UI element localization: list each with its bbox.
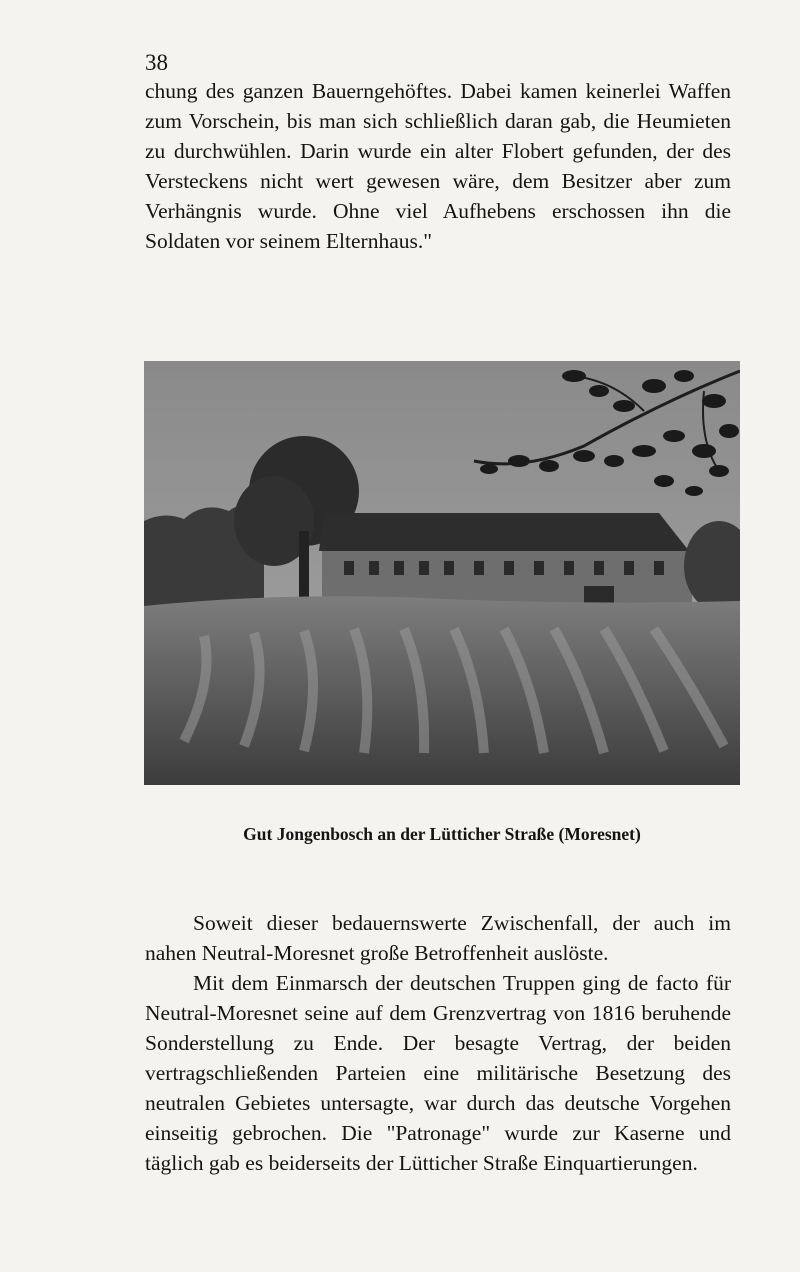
farmhouse-photo [144, 361, 740, 785]
photo-caption: Gut Jongenbosch an der Lütticher Straße (Moresnet) [243, 824, 641, 844]
paragraph-top-text: chung des ganzen Bauerngehöftes. Dabei kamen keinerlei Waffen zum Vorschein, bis man sich schließlich daran gab, die Heumieten zu durchwühlen. Darin wurde ein alter Flobert gefunden, der des Versteckens nicht wert gewesen wäre, dem Besitzer aber zum Verhängnis wurde. Ohne viel Aufhebens erschossen ihn die Soldaten vor seinem Elternhaus." [145, 79, 731, 253]
field [144, 596, 740, 785]
farmhouse-roof [319, 513, 689, 551]
paragraph-bottom [145, 908, 731, 1178]
paragraph-bottom-second: Mit dem Einmarsch der deutschen Truppen ging de facto für Neutral-Moresnet seine auf dem Grenzvertrag von 1816 beruhende Sonderstellung zu Ende. Der besagte Vertrag, der beiden vertragschließenden Parteien eine militärische Besetzung des neutralen Gebietes untersagte, war durch das deutsche Vorgehen einseitig gebrochen. Die "Patronage" wurde zur Kaserne und täglich gab es beiderseits der Lütticher Straße Einquartierungen. [145, 971, 731, 1175]
page-number: 38 [145, 50, 168, 75]
paragraph-bottom-first: Soweit dieser bedauernswerte Zwischenfall, der auch im nahen Neutral-Moresnet große Betroffenheit auslöste. [145, 911, 731, 965]
farmhouse-photo-drawing [144, 361, 740, 785]
paragraph-top [145, 76, 731, 256]
